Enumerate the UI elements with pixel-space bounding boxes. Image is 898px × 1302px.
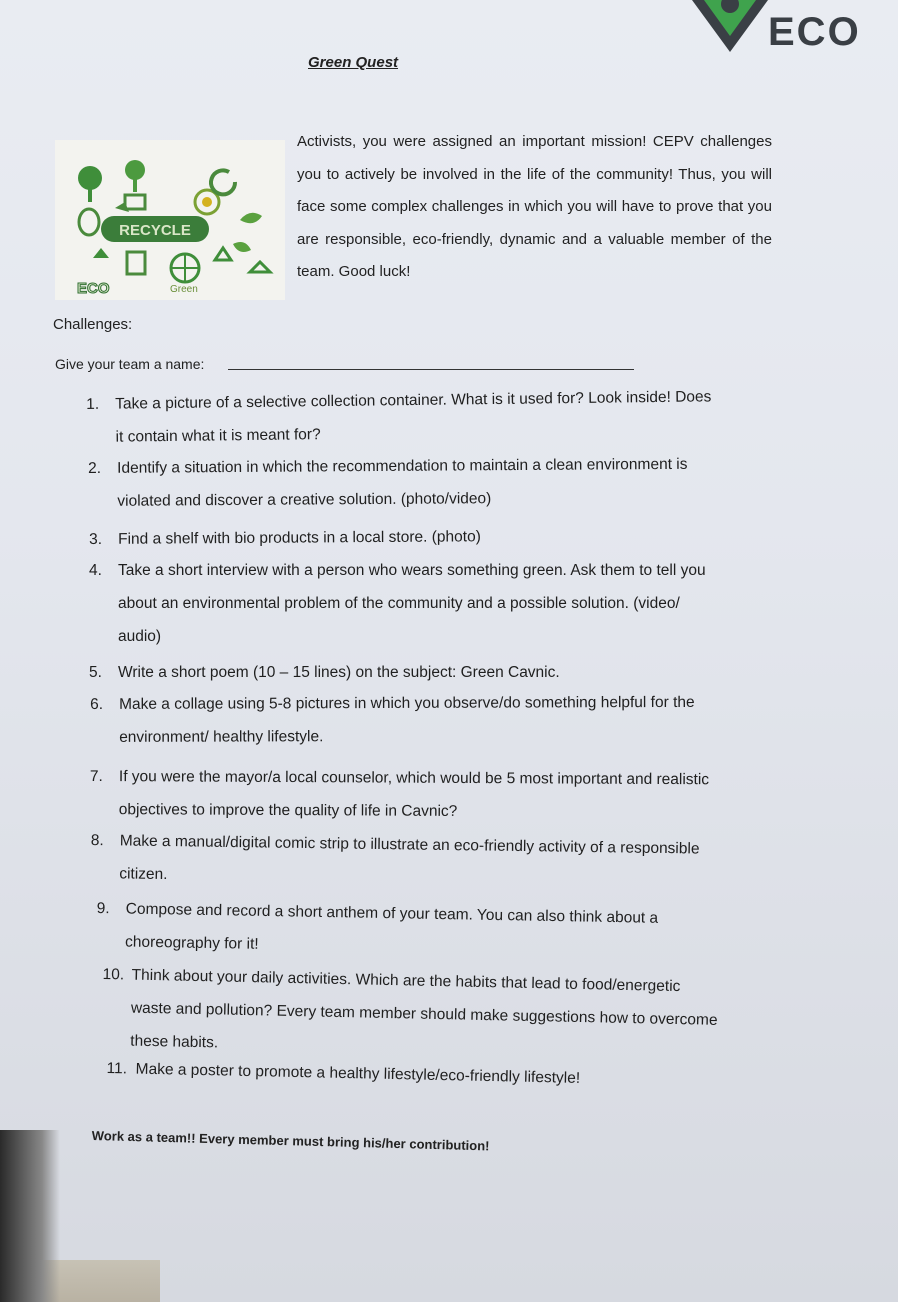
- challenges-heading: Challenges:: [53, 316, 133, 333]
- challenge-text-line: Write a short poem (10 – 15 lines) on the subject: Green Cavnic.: [118, 664, 560, 681]
- challenge-text-line: Make a manual/digital comic strip to illustrate an eco-friendly activity of a responsible: [119, 832, 700, 858]
- challenge-text-line: Take a picture of a selective collection container. What is it used for? Look inside! Does: [115, 388, 712, 413]
- challenge-text-line: Identify a situation in which the recommendation to maintain a clean environment is: [117, 455, 688, 477]
- challenge-text-line: Take a short interview with a person who wears something green. Ask them to tell you: [118, 562, 706, 579]
- challenge-text-line: it contain what it is meant for?: [115, 426, 321, 446]
- page-title: Green Quest: [308, 54, 399, 71]
- challenge-number: 8.: [90, 831, 104, 850]
- eco-illustration-text: ECO: [77, 280, 110, 297]
- challenge-text-line: Make a poster to promote a healthy lifestyle/eco-friendly lifestyle!: [135, 1060, 581, 1087]
- challenge-number: 6.: [90, 695, 104, 713]
- challenge-text-line: about an environmental problem of the community and a possible solution. (video/: [118, 595, 680, 612]
- challenge-number: 2.: [88, 459, 102, 477]
- footer-note: Work as a team!! Every member must bring his/her contribution!: [91, 1128, 490, 1154]
- challenge-text-line: If you were the mayor/a local counselor, which would be 5 most important and realistic: [118, 768, 710, 789]
- challenge-text-line: Find a shelf with bio products in a local store. (photo): [118, 528, 481, 548]
- challenge-text-line: violated and discover a creative solution. (photo/video): [117, 490, 492, 510]
- challenge-text-line: Think about your daily activities. Which are the habits that lead to food/energetic: [131, 966, 681, 996]
- challenge-number: 5.: [89, 664, 102, 681]
- challenge-text-line: Compose and record a short anthem of your team. You can also think about a: [125, 900, 659, 927]
- challenge-number: 4.: [89, 562, 102, 579]
- challenge-text-line: Make a collage using 5-8 pictures in which you observe/do something helpful for the: [119, 693, 695, 713]
- challenge-text-line: citizen.: [119, 865, 168, 884]
- intro-paragraph: Activists, you were assigned an important mission! CEPV challenges you to actively be involved in the life of the community! Thus, you will face some complex challenges in which you will have to prove that you are responsible, eco-friendly, dynamic and a valuable member of the team. Good luck!: [297, 133, 772, 280]
- hand-shadow: [0, 1130, 60, 1302]
- challenge-number: 11.: [106, 1059, 128, 1078]
- challenge-text-line: waste and pollution? Every team member should make suggestions how to overcome: [130, 999, 718, 1029]
- recycle-illustration: [55, 140, 285, 300]
- challenge-text-line: objectives to improve the quality of life in Cavnic?: [118, 801, 458, 820]
- challenge-text-line: these habits.: [130, 1032, 219, 1052]
- challenge-text-line: choreography for it!: [124, 933, 259, 953]
- green-illustration-text: Green: [170, 284, 198, 295]
- challenge-number: 1.: [86, 395, 100, 413]
- eco-logo-text: ECO: [768, 10, 861, 54]
- challenge-number: 7.: [89, 767, 103, 786]
- challenge-text-line: audio): [118, 628, 162, 645]
- team-name-field[interactable]: [228, 369, 634, 370]
- team-name-label: Give your team a name:: [55, 356, 205, 372]
- challenge-number: 9.: [96, 899, 110, 918]
- recycle-badge-text: RECYCLE: [119, 222, 191, 239]
- challenge-number: 3.: [89, 530, 103, 548]
- challenge-text-line: environment/ healthy lifestyle.: [119, 728, 324, 746]
- challenge-number: 10.: [102, 965, 125, 984]
